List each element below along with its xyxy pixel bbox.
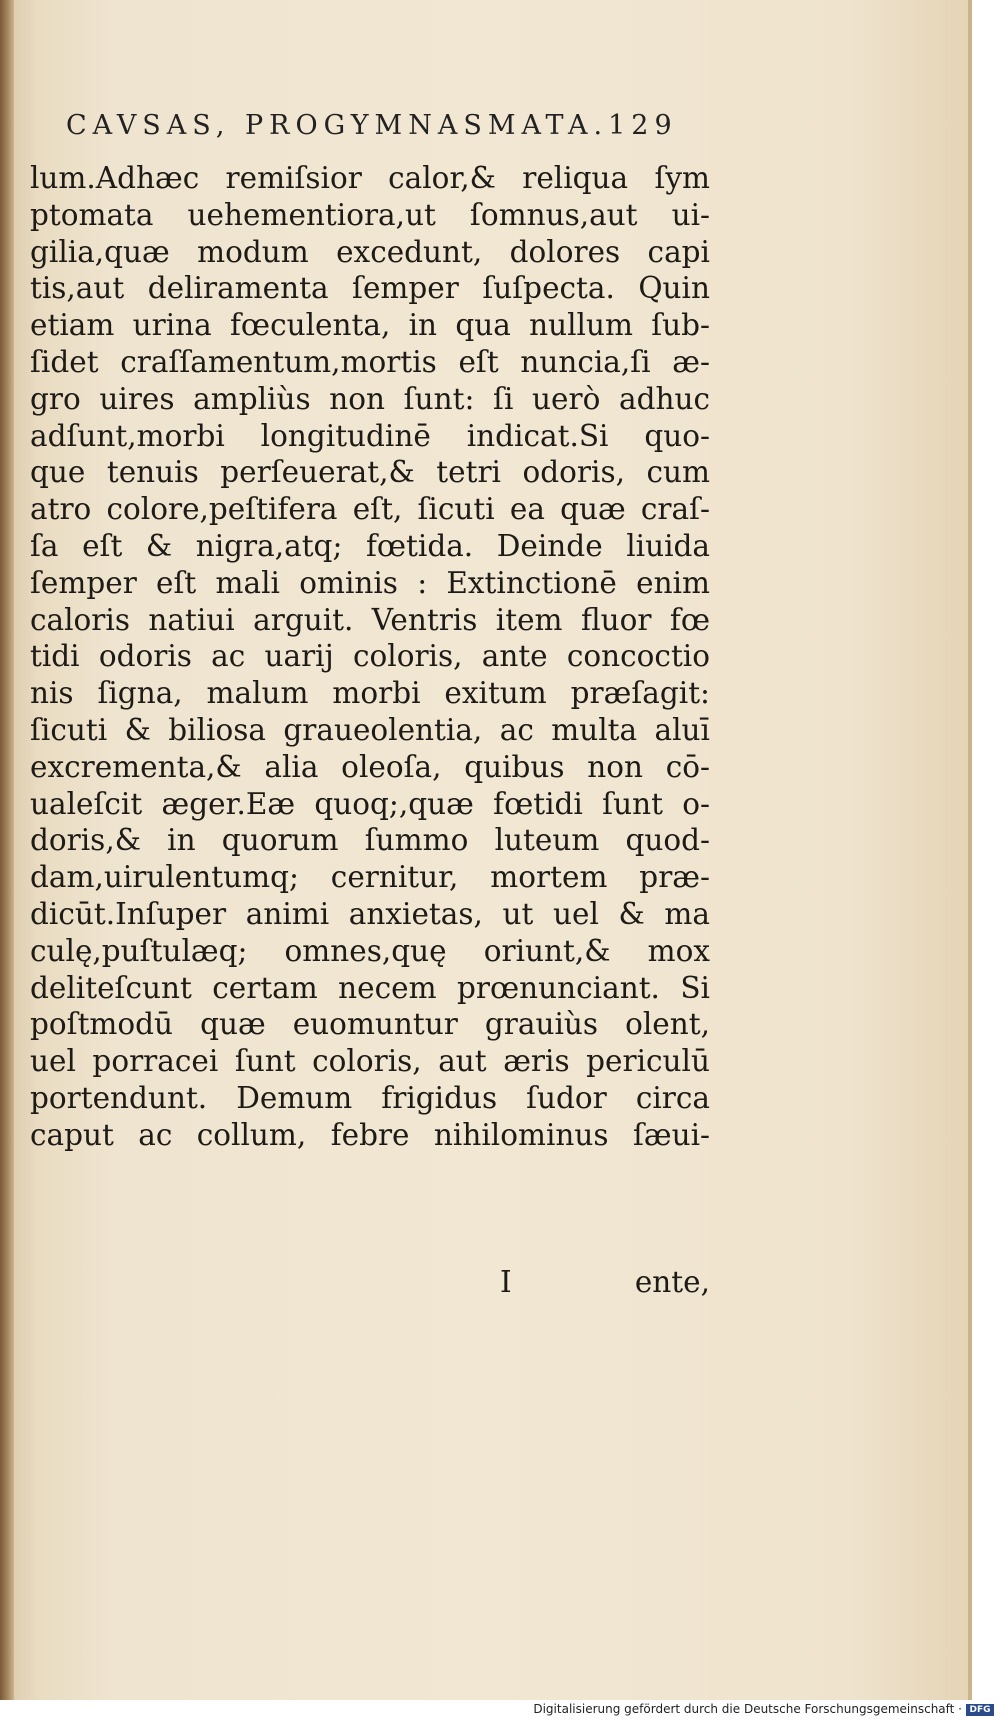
text-line: ſemper eſt mali ominis : Extinctionē enim xyxy=(30,565,710,600)
text-line: portendunt. Demum frigidus ſudor circa xyxy=(30,1080,710,1115)
text-line: nis ſigna, malum morbi exitum præſagit: xyxy=(30,676,710,711)
text-line: adſunt,morbi longitudinē indicat.Si quo- xyxy=(30,418,710,453)
text-line: que tenuis perſeuerat,& tetri odoris, cum xyxy=(30,455,710,490)
text-line: atro colore,peſtifera eſt, ſicuti ea quæ craſ- xyxy=(30,492,710,527)
text-line: etiam urina fœculenta, in qua nullum ſub- xyxy=(30,308,710,343)
text-line: caloris natiui arguit. Ventris item fluor fœ xyxy=(30,602,710,637)
digitization-credit: Digitalisierung gefördert durch die Deutsche Forschungsgemeinschaft · xyxy=(533,1702,962,1716)
dfg-logo-icon: DFG xyxy=(966,1704,994,1716)
book-spine xyxy=(0,0,14,1700)
text-line: culę,puſtulæq; omnes,quę oriunt,& mox xyxy=(30,933,710,968)
text-line: doris,& in quorum ſummo luteum quod- xyxy=(30,823,710,858)
text-line: dam,uirulentumq; cernitur, mortem præ- xyxy=(30,860,710,895)
text-line: ſicuti & biliosa graueolentia, ac multa aluī xyxy=(30,712,710,747)
text-line: lum.Adhæc remiſsior calor,& reliqua ſym xyxy=(30,161,710,195)
catchword: ente, xyxy=(634,1265,710,1299)
page-edge xyxy=(968,0,972,1700)
text-line: uel porracei ſunt coloris, aut æris periculū xyxy=(30,1044,710,1079)
text-line: caput ac collum, febre nihilominus ſæui- xyxy=(30,1117,710,1152)
text-line: excrementa,& alia oleoſa, quibus non cō- xyxy=(30,749,710,784)
text-line: ptomata uehementiora,ut ſomnus,aut ui- xyxy=(30,197,710,232)
running-header: CAVSAS, PROGYMNASMATA.129 xyxy=(66,110,678,141)
signature-mark: I xyxy=(500,1265,512,1299)
text-line: gro uires ampliùs non ſunt: ſi uerò adhuc xyxy=(30,381,710,416)
text-line: dicūt.Inſuper animi anxietas, ut uel & ma xyxy=(30,896,710,931)
text-line: ſidet craſſamentum,mortis eſt nuncia,ſi æ- xyxy=(30,344,710,379)
digitization-credit-bar xyxy=(0,1700,1000,1720)
body-text xyxy=(30,160,710,1154)
page-footer-marks xyxy=(30,1265,710,1305)
text-line: deliteſcunt certam necem prœnunciant. Si xyxy=(30,970,710,1005)
text-line: gilia,quæ modum excedunt, dolores capi xyxy=(30,234,710,269)
text-line: ſa eſt & nigra,atq; fœtida. Deinde liuida xyxy=(30,528,710,563)
text-line: tidi odoris ac uarij coloris, ante concoctio xyxy=(30,639,710,674)
text-line: poſtmodū quæ euomuntur grauiùs olent, xyxy=(30,1007,710,1042)
text-line: tis,aut deliramenta ſemper ſuſpecta. Quin xyxy=(30,271,710,306)
text-line: ualeſcit æger.Eæ quoq;,quæ fœtidi ſunt o- xyxy=(30,786,710,821)
